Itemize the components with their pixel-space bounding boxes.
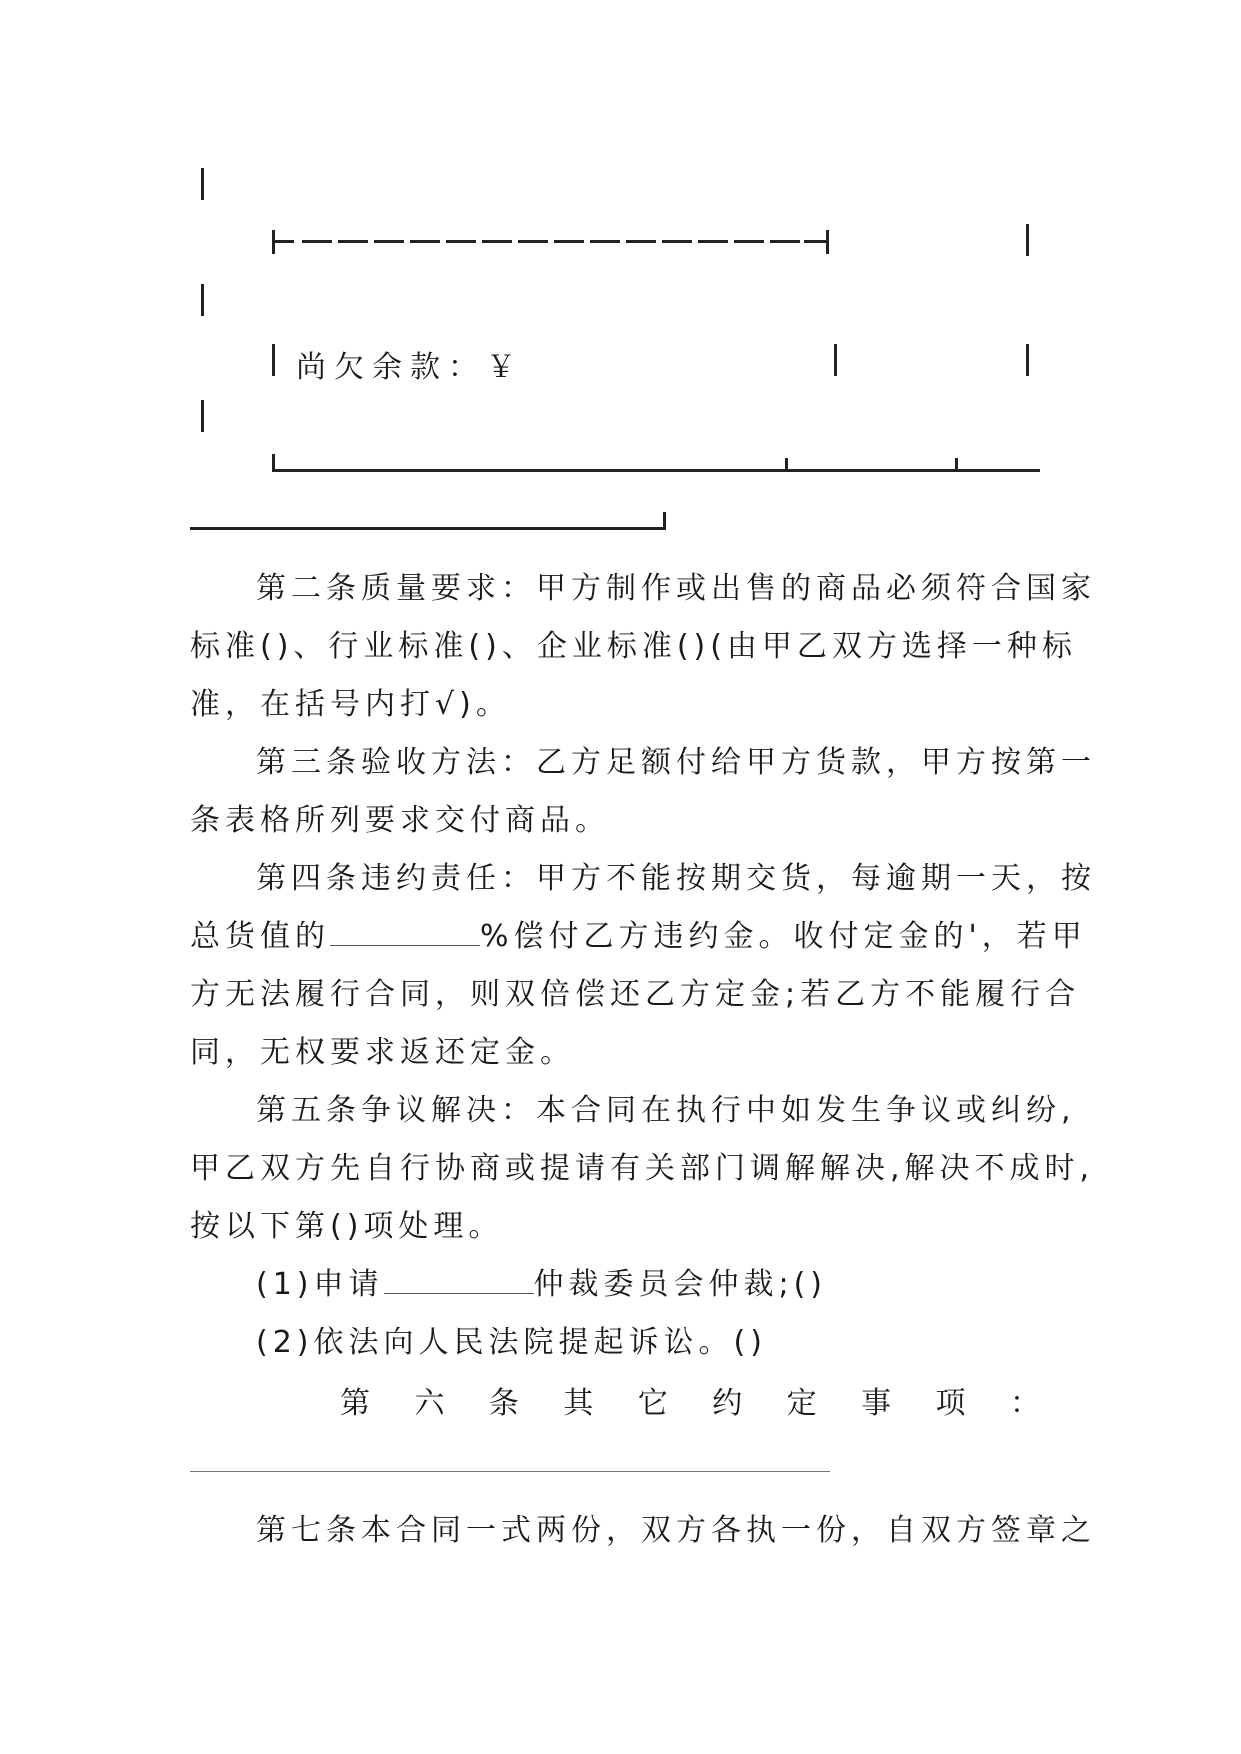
article-6-char: 项 (935, 1386, 966, 1421)
article-6-char: 其 (563, 1386, 594, 1421)
article-6-char: ： (1009, 1386, 1040, 1421)
article-4-line-2-start: 总货值的 (190, 919, 330, 954)
table-divider-dash (374, 240, 404, 243)
table-bottom-tick-2 (955, 458, 958, 470)
article-6-char: 约 (712, 1386, 743, 1421)
table-divider-dash (698, 240, 728, 243)
table-cell-left-border (272, 344, 275, 376)
table-divider-dash (626, 240, 656, 243)
table-divider-dash (590, 240, 620, 243)
table-right-border-2 (1026, 344, 1029, 376)
table-cell-mid-border (834, 344, 837, 376)
table-divider-dash (302, 240, 332, 243)
article-6-char: 六 (414, 1386, 445, 1421)
option-1-end: 仲裁委员会仲裁;() (533, 1267, 828, 1302)
balance-label: 尚欠余款：￥ (296, 350, 524, 385)
article-4-line-2 (190, 908, 1087, 966)
article-4-line-4: 同，无权要求返还定金。 (190, 1035, 575, 1070)
table-divider-right-cap (826, 230, 829, 254)
article-5-line-1: 第五条争议解决：本合同在执行中如发生争议或纠纷, (256, 1093, 1076, 1128)
table-bottom-border (272, 469, 1040, 472)
article-2-line-1: 第二条质量要求：甲方制作或出售的商品必须符合国家 (256, 571, 1096, 606)
article-6-char: 条 (488, 1386, 519, 1421)
table-divider-lead (272, 240, 294, 243)
article-6-char: 定 (786, 1386, 817, 1421)
arbitration-committee-blank (384, 1269, 534, 1294)
article-7 (190, 1502, 1096, 1560)
article-5-option-2: (2)依法向人民法院提起诉讼。() (256, 1325, 767, 1360)
option-1-start: (1)申请 (256, 1267, 384, 1302)
article-6-fill-line (190, 1471, 830, 1472)
article-3-line-1: 第三条验收方法：乙方足额付给甲方货款，甲方按第一 (256, 745, 1096, 780)
table-divider-dash (770, 240, 800, 243)
article-5-line-2: 甲乙双方先自行协商或提请有关部门调解解决,解决不成时, (190, 1151, 1095, 1186)
article-3 (190, 734, 1096, 850)
table-divider-dash (482, 240, 512, 243)
table-bottom-border-cont (190, 527, 666, 530)
article-2 (190, 560, 1096, 734)
article-2-line-2: 标准()、行业标准()、企业标准()(由甲乙双方选择一种标 (190, 629, 1077, 664)
article-4-line-3: 方无法履行合同，则双倍偿还乙方定金;若乙方不能履行合 (190, 977, 1081, 1012)
penalty-percent-blank (330, 921, 480, 946)
table-divider-dash (518, 240, 548, 243)
article-6-char: 事 (861, 1386, 892, 1421)
table-left-border-1 (201, 168, 204, 200)
article-4 (190, 850, 1096, 1082)
article-6-char: 它 (637, 1386, 668, 1421)
table-divider-dash (446, 240, 476, 243)
article-2-line-3: 准，在括号内打√)。 (190, 687, 511, 722)
table-left-border-3 (201, 400, 204, 432)
table-right-border-1 (1026, 224, 1029, 256)
article-6-char: 第 (340, 1386, 370, 1421)
article-4-line-1: 第四条违约责任：甲方不能按期交货，每逾期一天，按 (256, 861, 1096, 896)
article-5-line-3: 按以下第()项处理。 (190, 1209, 504, 1244)
article-5-option-1 (190, 1256, 1050, 1314)
article-4-line-2-end: %偿付乙方违约金。收付定金的'，若甲 (480, 919, 1087, 954)
table-bottom-tick-1 (785, 458, 788, 470)
table-divider-dash (662, 240, 692, 243)
article-6-heading (340, 1378, 1040, 1422)
table-divider-dash (734, 240, 764, 243)
article-7-line-1: 第七条本合同一式两份，双方各执一份，自双方签章之 (256, 1513, 1096, 1548)
article-5 (190, 1082, 1095, 1372)
table-divider-dash (338, 240, 368, 243)
table-divider-dash (410, 240, 440, 243)
table-bottom-right-corner (663, 512, 666, 530)
table-divider-dash (554, 240, 584, 243)
article-3-line-2: 条表格所列要求交付商品。 (190, 803, 610, 838)
table-left-border-2 (201, 284, 204, 316)
